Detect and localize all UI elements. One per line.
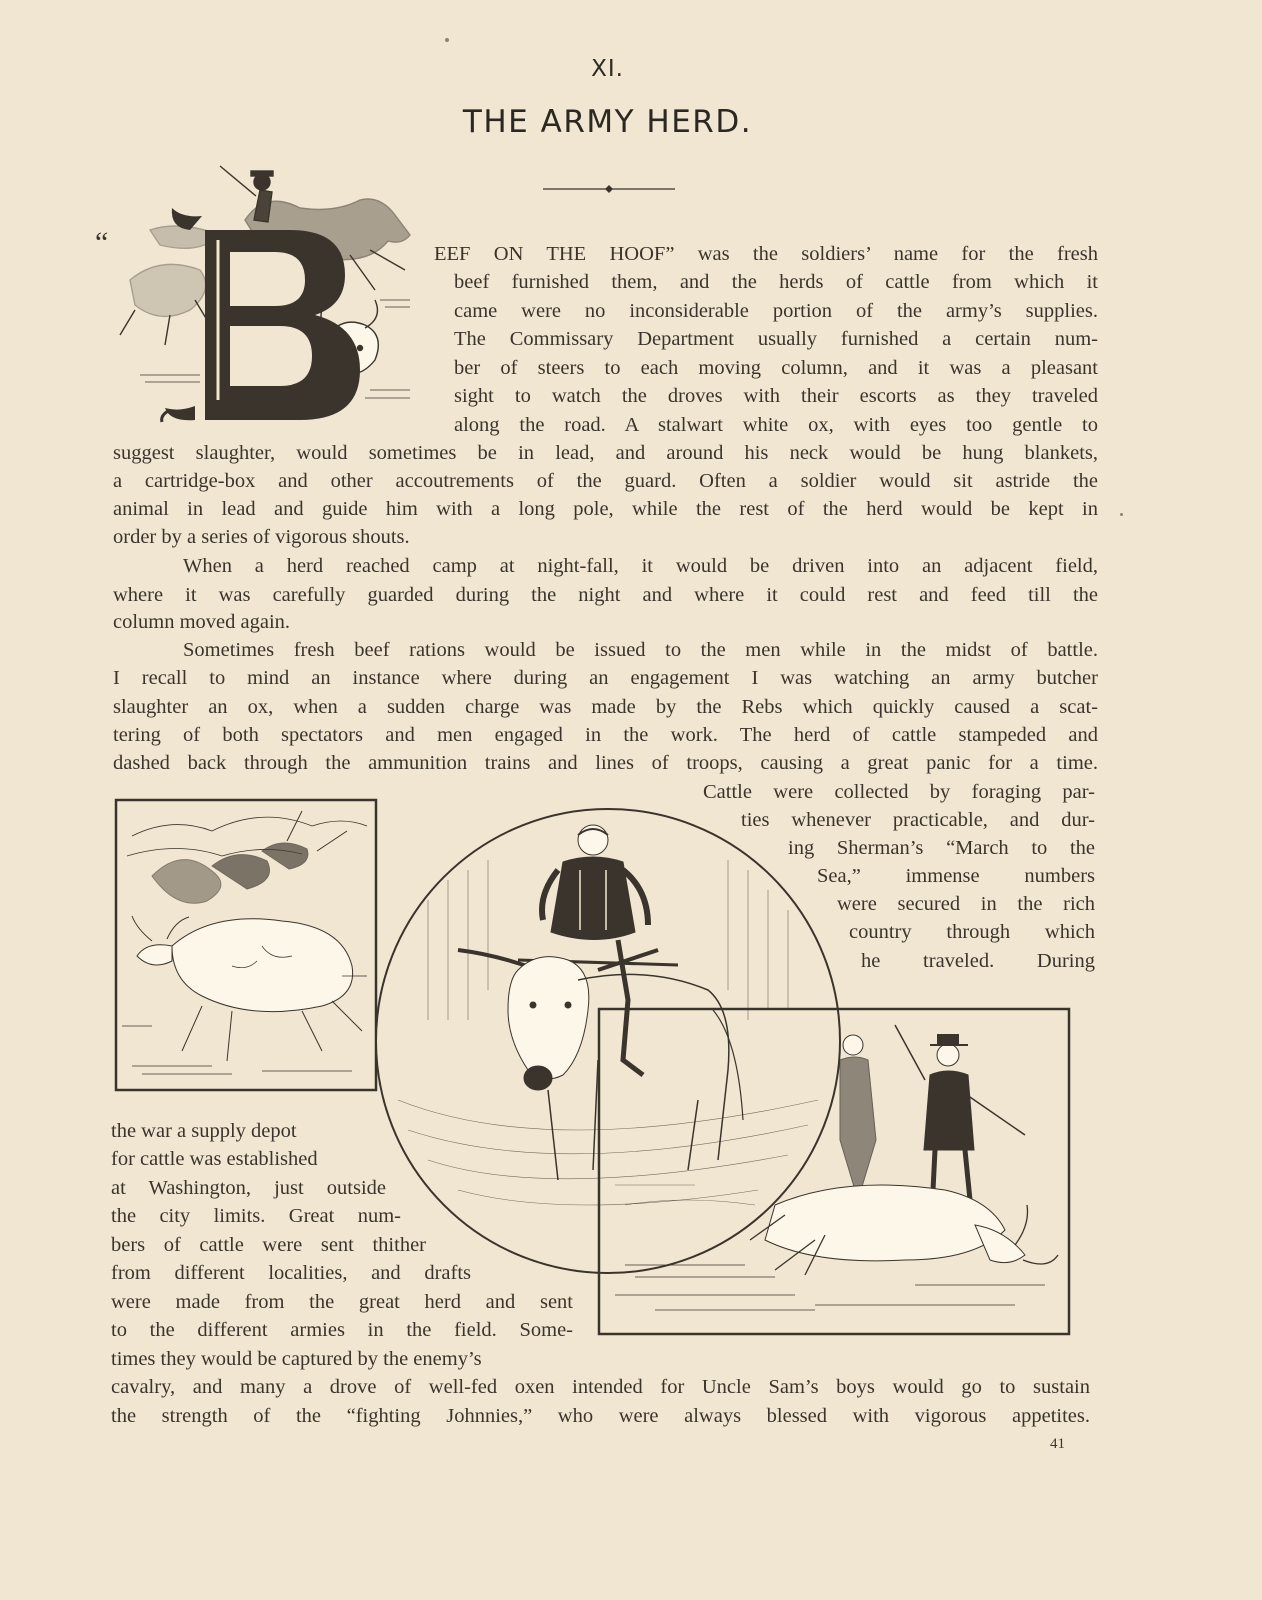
text-line: cavalry, and many a drove of well-fed oxen intended for Uncle Sam’s boys would go to sustain — [111, 1376, 1090, 1398]
text-line: for cattle was established — [111, 1148, 318, 1170]
text-line: Sea,” immense numbers — [817, 865, 1095, 887]
chapter-title: THE ARMY HERD. — [462, 104, 753, 140]
text-line: ing Sherman’s “March to the — [788, 837, 1095, 859]
text-line: at Washington, just outside — [111, 1177, 386, 1199]
text-line: When a herd reached camp at night-fall, it would be driven into an adjacent field, — [183, 555, 1098, 577]
text-line: were secured in the rich — [837, 893, 1095, 915]
text-line: sight to watch the droves with their escorts as they traveled — [454, 385, 1098, 407]
text-line: ber of steers to each moving column, and it was a pleasant — [454, 357, 1098, 379]
text-line: order by a series of vigorous shouts. — [113, 526, 410, 548]
text-line: a cartridge-box and other accoutrements of the guard. Often a soldier would sit astride the — [113, 470, 1098, 492]
dropcap-b-illustration — [110, 160, 440, 430]
stampede-illustration — [112, 796, 380, 1094]
text-line: ties whenever practicable, and dur- — [741, 809, 1095, 831]
stray-mark — [445, 38, 449, 42]
butchered-ox-illustration — [595, 1005, 1080, 1340]
text-line: he traveled. During — [861, 950, 1095, 972]
text-line: I recall to mind an instance where during an engagement I was watching an army butcher — [113, 667, 1098, 689]
text-line: beef furnished them, and the herds of cattle from which it — [454, 271, 1098, 293]
text-line: along the road. A stalwart white ox, with eyes too gentle to — [454, 414, 1098, 436]
text-line: Sometimes fresh beef rations would be issued to the men while in the midst of battle. — [183, 639, 1098, 661]
text-line: country through which — [849, 921, 1095, 943]
text-line: the war a supply depot — [111, 1120, 297, 1142]
text-line: to the different armies in the field. Some- — [111, 1319, 573, 1341]
chapter-number: XI. — [591, 56, 624, 82]
text-line: animal in lead and guide him with a long pole, while the rest of the herd would be kept in — [113, 498, 1098, 520]
text-line: times they would be captured by the enemy’s — [111, 1348, 482, 1370]
text-line: dashed back through the ammunition trains and lines of troops, causing a great panic for a time. — [113, 752, 1098, 774]
text-line: slaughter an ox, when a sudden charge was made by the Rebs which quickly caused a scat- — [113, 696, 1098, 718]
text-line: the strength of the “fighting Johnnies,” who were always blessed with vigorous appetites. — [111, 1405, 1090, 1427]
text-line: where it was carefully guarded during the night and where it could rest and feed till the — [113, 584, 1098, 606]
text-line: column moved again. — [113, 611, 291, 633]
text-line: Cattle were collected by foraging par- — [703, 781, 1095, 803]
text-line: The Commissary Department usually furnished a certain num- — [454, 328, 1098, 350]
opening-quote-mark: “ — [95, 226, 109, 259]
page-number: 41 — [1050, 1436, 1065, 1452]
text-line: suggest slaughter, would sometimes be in lead, and around his neck would be hung blankets, — [113, 442, 1098, 464]
text-line: came were no inconsiderable portion of the army’s supplies. — [454, 300, 1098, 322]
title-ornament — [543, 184, 675, 194]
text-line: were made from the great herd and sent — [111, 1291, 573, 1313]
text-line: from different localities, and drafts — [111, 1262, 471, 1284]
text-line: EEF ON THE HOOF” was the soldiers’ name for the fresh — [434, 243, 1098, 265]
stray-mark — [1120, 513, 1123, 516]
text-line: the city limits. Great num- — [111, 1205, 401, 1227]
text-line: tering of both spectators and men engaged in the work. The herd of cattle stampeded and — [113, 724, 1098, 746]
text-line: bers of cattle were sent thither — [111, 1234, 426, 1256]
